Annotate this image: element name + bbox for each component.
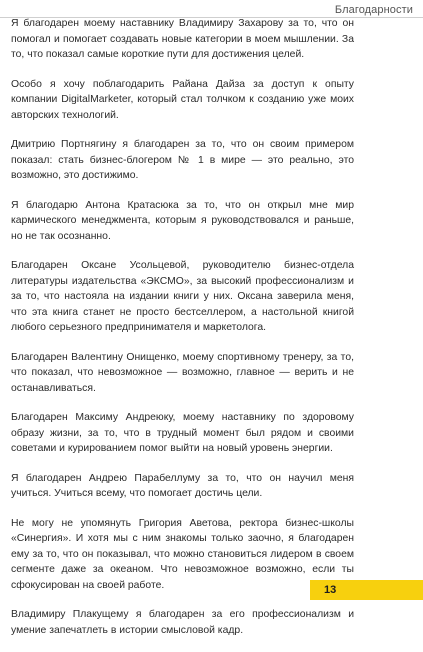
- paragraph-zakharov: Я благодарен моему наставнику Владимиру Захарову за то, что он помогал и помогает создавать новые категории в моем мышлении. За то, что показал самые короткие пути для достижения целей.: [11, 18, 354, 60]
- paragraph-avetov: Не могу не упомянуть Григория Аветова, ректора бизнес-школы «Синергия». И хотя мы с ним знакомы только заочно, я благодарен ему за то, что он показывал, что можно становиться лидером в своем сегменте даже за океаном. Что невозможное возможно, если ты сфокусирован на своей работе.: [11, 517, 354, 591]
- paragraph-dayz: Особо я хочу поблагодарить Райана Дайза за доступ к опыту компании DigitalMarketer, который стал толчком к созданию уже моих авторских технологий.: [11, 78, 354, 121]
- running-header: Благодарности: [334, 4, 413, 16]
- paragraph-parabellum: Я благодарен Андрею Парабеллуму за то, что он научил меня учиться. Учиться всему, что помогает достичь цели.: [11, 472, 354, 499]
- page-number: 13: [324, 584, 337, 596]
- paragraph-kratasyuk: Я благодарю Антона Кратасюка за то, что он открыл мне мир кармического менеджмента, которым я руководствовался и раньше, но не так осознанно.: [11, 199, 354, 242]
- paragraph-onishchenko: Благодарен Валентину Онищенко, моему спортивному тренеру, за то, что показал, что невозможное — возможно, главное — верить и не останавливаться.: [11, 351, 354, 394]
- paragraph-plakushchiy: Владимиру Плакущему я благодарен за его профессионализм и умение запечатлеть в истории смысловой кадр.: [11, 609, 354, 636]
- acknowledgements-body: [11, 16, 354, 652]
- paragraph-andreyuk: Благодарен Максиму Андреюку, моему наставнику по здоровому образу жизни, за то, что в трудный момент был рядом и своими советами и курированием помог выйти на новый уровень энергии.: [11, 412, 354, 454]
- paragraph-usoltseva: Благодарен Оксане Усольцевой, руководителю бизнес-отдела литературы издательства «ЭКСМО», за высокий профессионализм и за то, что настояла на издании книги у них. Оксана заверила меня, что эта книга станет не просто бестселлером, а настольной книгой любого серьезного предпринимателя и маркетолога.: [11, 260, 354, 333]
- paragraph-portnyagin: Дмитрию Портнягину я благодарен за то, что он своим примером показал: стать бизнес-блогером № 1 в мире — это реально, это возможно, это достижимо.: [11, 139, 354, 181]
